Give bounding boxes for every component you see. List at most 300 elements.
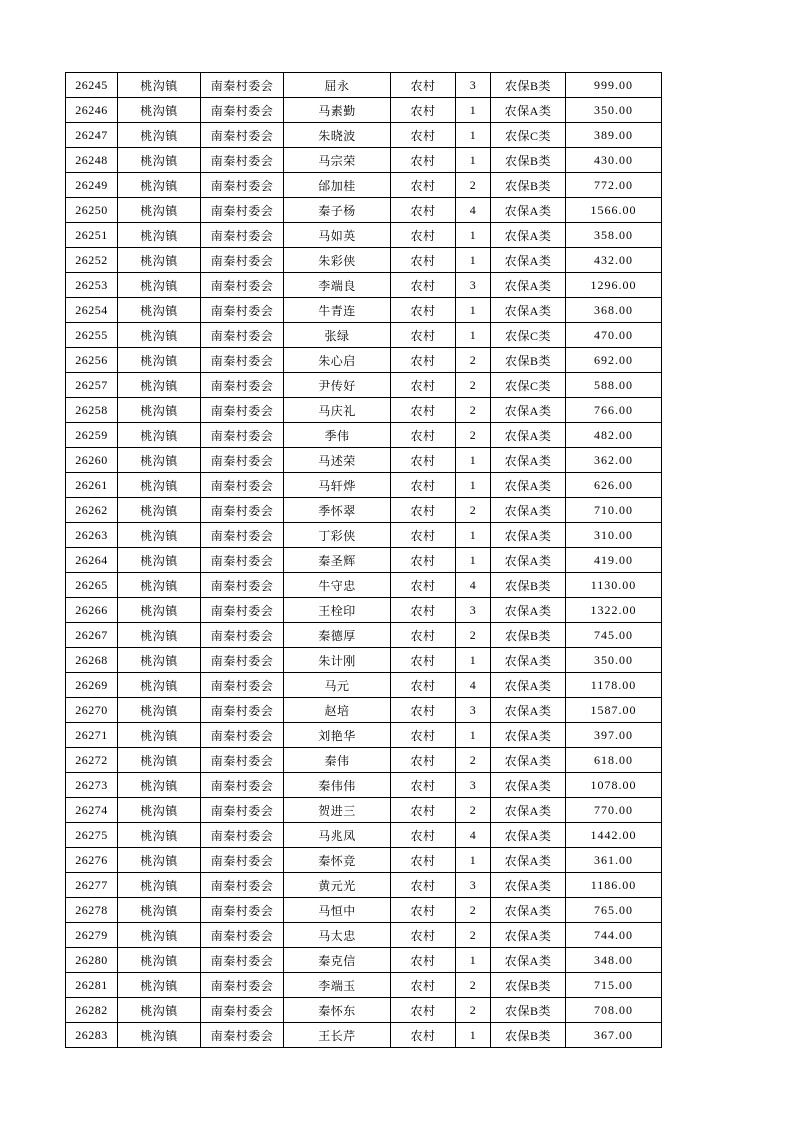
cell-amount: 310.00 (566, 523, 662, 548)
cell-town: 桃沟镇 (118, 273, 201, 298)
cell-category: 农保A类 (491, 873, 566, 898)
cell-town: 桃沟镇 (118, 473, 201, 498)
cell-id: 26269 (66, 673, 118, 698)
cell-village: 南秦村委会 (201, 598, 284, 623)
cell-category: 农保A类 (491, 298, 566, 323)
cell-town: 桃沟镇 (118, 623, 201, 648)
cell-amount: 710.00 (566, 498, 662, 523)
cell-id: 26279 (66, 923, 118, 948)
cell-category: 农保A类 (491, 848, 566, 873)
cell-type: 农村 (391, 873, 456, 898)
cell-category: 农保C类 (491, 323, 566, 348)
cell-type: 农村 (391, 123, 456, 148)
cell-count: 1 (456, 298, 491, 323)
cell-category: 农保B类 (491, 573, 566, 598)
cell-town: 桃沟镇 (118, 573, 201, 598)
cell-count: 2 (456, 798, 491, 823)
table-row (66, 848, 662, 873)
table-row (66, 173, 662, 198)
cell-id: 26270 (66, 698, 118, 723)
cell-count: 1 (456, 523, 491, 548)
cell-count: 1 (456, 148, 491, 173)
cell-name: 马太忠 (284, 923, 391, 948)
cell-village: 南秦村委会 (201, 698, 284, 723)
cell-id: 26261 (66, 473, 118, 498)
cell-category: 农保A类 (491, 673, 566, 698)
cell-id: 26256 (66, 348, 118, 373)
cell-count: 4 (456, 673, 491, 698)
cell-town: 桃沟镇 (118, 373, 201, 398)
cell-village: 南秦村委会 (201, 198, 284, 223)
cell-amount: 1178.00 (566, 673, 662, 698)
table-row (66, 348, 662, 373)
cell-amount: 367.00 (566, 1023, 662, 1048)
cell-village: 南秦村委会 (201, 848, 284, 873)
cell-name: 朱彩侠 (284, 248, 391, 273)
cell-count: 1 (456, 1023, 491, 1048)
cell-village: 南秦村委会 (201, 873, 284, 898)
cell-count: 1 (456, 723, 491, 748)
cell-village: 南秦村委会 (201, 423, 284, 448)
cell-count: 4 (456, 198, 491, 223)
cell-village: 南秦村委会 (201, 173, 284, 198)
cell-amount: 618.00 (566, 748, 662, 773)
cell-count: 2 (456, 498, 491, 523)
cell-village: 南秦村委会 (201, 648, 284, 673)
cell-amount: 744.00 (566, 923, 662, 948)
cell-village: 南秦村委会 (201, 123, 284, 148)
table-row (66, 398, 662, 423)
cell-type: 农村 (391, 723, 456, 748)
table-row (66, 923, 662, 948)
cell-type: 农村 (391, 948, 456, 973)
cell-town: 桃沟镇 (118, 348, 201, 373)
cell-type: 农村 (391, 523, 456, 548)
cell-id: 26274 (66, 798, 118, 823)
cell-amount: 389.00 (566, 123, 662, 148)
cell-id: 26277 (66, 873, 118, 898)
cell-category: 农保B类 (491, 73, 566, 98)
cell-name: 李端良 (284, 273, 391, 298)
cell-type: 农村 (391, 498, 456, 523)
cell-type: 农村 (391, 398, 456, 423)
cell-id: 26272 (66, 748, 118, 773)
table-row (66, 473, 662, 498)
table-row (66, 223, 662, 248)
cell-id: 26268 (66, 648, 118, 673)
cell-name: 马兆凤 (284, 823, 391, 848)
table-row (66, 973, 662, 998)
cell-amount: 626.00 (566, 473, 662, 498)
cell-town: 桃沟镇 (118, 598, 201, 623)
cell-town: 桃沟镇 (118, 123, 201, 148)
cell-type: 农村 (391, 548, 456, 573)
cell-town: 桃沟镇 (118, 548, 201, 573)
cell-name: 马恒中 (284, 898, 391, 923)
cell-town: 桃沟镇 (118, 748, 201, 773)
cell-category: 农保B类 (491, 998, 566, 1023)
cell-type: 农村 (391, 623, 456, 648)
cell-id: 26264 (66, 548, 118, 573)
cell-id: 26257 (66, 373, 118, 398)
cell-village: 南秦村委会 (201, 748, 284, 773)
cell-category: 农保A类 (491, 248, 566, 273)
cell-village: 南秦村委会 (201, 73, 284, 98)
cell-village: 南秦村委会 (201, 673, 284, 698)
cell-type: 农村 (391, 323, 456, 348)
cell-name: 秦圣辉 (284, 548, 391, 573)
cell-id: 26265 (66, 573, 118, 598)
cell-category: 农保A类 (491, 448, 566, 473)
cell-count: 2 (456, 398, 491, 423)
cell-amount: 1566.00 (566, 198, 662, 223)
cell-count: 3 (456, 273, 491, 298)
cell-name: 秦克信 (284, 948, 391, 973)
table-row (66, 648, 662, 673)
cell-id: 26254 (66, 298, 118, 323)
cell-category: 农保A类 (491, 473, 566, 498)
table-row (66, 598, 662, 623)
table-body (66, 73, 662, 1048)
cell-category: 农保B类 (491, 348, 566, 373)
cell-village: 南秦村委会 (201, 448, 284, 473)
cell-town: 桃沟镇 (118, 398, 201, 423)
cell-name: 马述荣 (284, 448, 391, 473)
cell-village: 南秦村委会 (201, 223, 284, 248)
cell-id: 26266 (66, 598, 118, 623)
cell-name: 王长芹 (284, 1023, 391, 1048)
cell-name: 秦怀竞 (284, 848, 391, 873)
cell-type: 农村 (391, 423, 456, 448)
cell-village: 南秦村委会 (201, 523, 284, 548)
cell-village: 南秦村委会 (201, 898, 284, 923)
cell-name: 秦德厚 (284, 623, 391, 648)
cell-amount: 766.00 (566, 398, 662, 423)
cell-amount: 1078.00 (566, 773, 662, 798)
cell-type: 农村 (391, 823, 456, 848)
cell-count: 3 (456, 73, 491, 98)
cell-id: 26246 (66, 98, 118, 123)
cell-amount: 368.00 (566, 298, 662, 323)
table-row (66, 373, 662, 398)
cell-count: 2 (456, 923, 491, 948)
cell-town: 桃沟镇 (118, 448, 201, 473)
cell-count: 2 (456, 623, 491, 648)
cell-name: 秦伟伟 (284, 773, 391, 798)
table-row (66, 773, 662, 798)
cell-count: 4 (456, 823, 491, 848)
cell-count: 2 (456, 373, 491, 398)
cell-name: 张绿 (284, 323, 391, 348)
cell-name: 季伟 (284, 423, 391, 448)
cell-town: 桃沟镇 (118, 198, 201, 223)
cell-name: 朱计刚 (284, 648, 391, 673)
cell-type: 农村 (391, 573, 456, 598)
cell-name: 秦怀东 (284, 998, 391, 1023)
cell-village: 南秦村委会 (201, 248, 284, 273)
cell-category: 农保A类 (491, 823, 566, 848)
cell-category: 农保A类 (491, 498, 566, 523)
cell-town: 桃沟镇 (118, 73, 201, 98)
cell-count: 1 (456, 248, 491, 273)
cell-category: 农保B类 (491, 973, 566, 998)
cell-id: 26262 (66, 498, 118, 523)
table-row (66, 248, 662, 273)
cell-village: 南秦村委会 (201, 373, 284, 398)
cell-village: 南秦村委会 (201, 973, 284, 998)
cell-name: 尹传好 (284, 373, 391, 398)
cell-id: 26259 (66, 423, 118, 448)
cell-town: 桃沟镇 (118, 973, 201, 998)
cell-category: 农保A类 (491, 598, 566, 623)
cell-count: 2 (456, 898, 491, 923)
cell-count: 2 (456, 998, 491, 1023)
cell-count: 2 (456, 423, 491, 448)
cell-name: 赵培 (284, 698, 391, 723)
cell-village: 南秦村委会 (201, 923, 284, 948)
cell-amount: 1296.00 (566, 273, 662, 298)
cell-name: 马轩烨 (284, 473, 391, 498)
cell-count: 3 (456, 773, 491, 798)
cell-count: 3 (456, 598, 491, 623)
cell-name: 马庆礼 (284, 398, 391, 423)
cell-count: 1 (456, 448, 491, 473)
records-table (65, 72, 662, 1048)
cell-amount: 1322.00 (566, 598, 662, 623)
table-row (66, 73, 662, 98)
cell-type: 农村 (391, 848, 456, 873)
table-row (66, 723, 662, 748)
cell-id: 26267 (66, 623, 118, 648)
cell-id: 26273 (66, 773, 118, 798)
cell-id: 26255 (66, 323, 118, 348)
cell-count: 1 (456, 223, 491, 248)
cell-category: 农保A类 (491, 273, 566, 298)
cell-town: 桃沟镇 (118, 848, 201, 873)
cell-count: 2 (456, 748, 491, 773)
cell-type: 农村 (391, 73, 456, 98)
cell-amount: 765.00 (566, 898, 662, 923)
cell-amount: 715.00 (566, 973, 662, 998)
cell-category: 农保B类 (491, 173, 566, 198)
cell-type: 农村 (391, 223, 456, 248)
cell-village: 南秦村委会 (201, 623, 284, 648)
cell-id: 26280 (66, 948, 118, 973)
cell-category: 农保A类 (491, 198, 566, 223)
cell-amount: 432.00 (566, 248, 662, 273)
cell-village: 南秦村委会 (201, 948, 284, 973)
cell-town: 桃沟镇 (118, 98, 201, 123)
cell-category: 农保C类 (491, 123, 566, 148)
cell-town: 桃沟镇 (118, 498, 201, 523)
cell-amount: 770.00 (566, 798, 662, 823)
cell-type: 农村 (391, 748, 456, 773)
cell-town: 桃沟镇 (118, 148, 201, 173)
cell-town: 桃沟镇 (118, 298, 201, 323)
table-row (66, 673, 662, 698)
cell-name: 李端玉 (284, 973, 391, 998)
cell-name: 马如英 (284, 223, 391, 248)
cell-town: 桃沟镇 (118, 673, 201, 698)
cell-count: 1 (456, 648, 491, 673)
cell-village: 南秦村委会 (201, 773, 284, 798)
cell-amount: 430.00 (566, 148, 662, 173)
table-row (66, 948, 662, 973)
cell-village: 南秦村委会 (201, 323, 284, 348)
cell-category: 农保A类 (491, 898, 566, 923)
cell-name: 季怀翠 (284, 498, 391, 523)
cell-id: 26283 (66, 1023, 118, 1048)
table-row (66, 998, 662, 1023)
cell-village: 南秦村委会 (201, 498, 284, 523)
cell-village: 南秦村委会 (201, 298, 284, 323)
cell-type: 农村 (391, 598, 456, 623)
table-row (66, 573, 662, 598)
cell-name: 马宗荣 (284, 148, 391, 173)
cell-category: 农保B类 (491, 148, 566, 173)
table-row (66, 698, 662, 723)
cell-type: 农村 (391, 1023, 456, 1048)
cell-category: 农保A类 (491, 548, 566, 573)
cell-amount: 1587.00 (566, 698, 662, 723)
cell-category: 农保A类 (491, 698, 566, 723)
table-row (66, 98, 662, 123)
cell-type: 农村 (391, 198, 456, 223)
cell-type: 农村 (391, 798, 456, 823)
cell-town: 桃沟镇 (118, 773, 201, 798)
cell-count: 1 (456, 848, 491, 873)
cell-id: 26282 (66, 998, 118, 1023)
cell-count: 1 (456, 98, 491, 123)
cell-town: 桃沟镇 (118, 648, 201, 673)
cell-type: 农村 (391, 698, 456, 723)
cell-name: 马素勤 (284, 98, 391, 123)
cell-town: 桃沟镇 (118, 173, 201, 198)
cell-id: 26278 (66, 898, 118, 923)
cell-town: 桃沟镇 (118, 323, 201, 348)
cell-category: 农保A类 (491, 723, 566, 748)
cell-amount: 348.00 (566, 948, 662, 973)
cell-village: 南秦村委会 (201, 723, 284, 748)
cell-type: 农村 (391, 173, 456, 198)
cell-type: 农村 (391, 648, 456, 673)
cell-village: 南秦村委会 (201, 998, 284, 1023)
cell-name: 牛守忠 (284, 573, 391, 598)
cell-village: 南秦村委会 (201, 798, 284, 823)
cell-name: 黄元光 (284, 873, 391, 898)
table-row (66, 548, 662, 573)
cell-town: 桃沟镇 (118, 698, 201, 723)
cell-type: 农村 (391, 373, 456, 398)
cell-amount: 1130.00 (566, 573, 662, 598)
table-row (66, 323, 662, 348)
cell-id: 26258 (66, 398, 118, 423)
cell-name: 邰加桂 (284, 173, 391, 198)
table-row (66, 748, 662, 773)
cell-count: 2 (456, 173, 491, 198)
table-row (66, 823, 662, 848)
cell-amount: 692.00 (566, 348, 662, 373)
cell-id: 26245 (66, 73, 118, 98)
cell-count: 4 (456, 573, 491, 598)
cell-id: 26248 (66, 148, 118, 173)
cell-category: 农保A类 (491, 798, 566, 823)
cell-town: 桃沟镇 (118, 248, 201, 273)
cell-count: 3 (456, 698, 491, 723)
cell-name: 马元 (284, 673, 391, 698)
table-row (66, 873, 662, 898)
cell-category: 农保C类 (491, 373, 566, 398)
cell-type: 农村 (391, 673, 456, 698)
cell-count: 1 (456, 473, 491, 498)
table-row (66, 798, 662, 823)
cell-village: 南秦村委会 (201, 473, 284, 498)
cell-village: 南秦村委会 (201, 148, 284, 173)
cell-amount: 708.00 (566, 998, 662, 1023)
cell-village: 南秦村委会 (201, 273, 284, 298)
cell-name: 朱心启 (284, 348, 391, 373)
cell-category: 农保A类 (491, 923, 566, 948)
cell-id: 26276 (66, 848, 118, 873)
cell-name: 秦伟 (284, 748, 391, 773)
cell-village: 南秦村委会 (201, 398, 284, 423)
cell-name: 朱晓波 (284, 123, 391, 148)
cell-amount: 362.00 (566, 448, 662, 473)
cell-amount: 361.00 (566, 848, 662, 873)
cell-name: 贺进三 (284, 798, 391, 823)
cell-town: 桃沟镇 (118, 798, 201, 823)
cell-amount: 397.00 (566, 723, 662, 748)
table-row (66, 273, 662, 298)
cell-type: 农村 (391, 148, 456, 173)
cell-id: 26253 (66, 273, 118, 298)
cell-town: 桃沟镇 (118, 948, 201, 973)
cell-count: 1 (456, 548, 491, 573)
cell-category: 农保A类 (491, 398, 566, 423)
table-row (66, 1023, 662, 1048)
table-row (66, 523, 662, 548)
cell-town: 桃沟镇 (118, 898, 201, 923)
cell-category: 农保B类 (491, 623, 566, 648)
cell-type: 农村 (391, 248, 456, 273)
cell-amount: 482.00 (566, 423, 662, 448)
cell-amount: 745.00 (566, 623, 662, 648)
cell-count: 1 (456, 948, 491, 973)
cell-type: 农村 (391, 898, 456, 923)
cell-category: 农保A类 (491, 98, 566, 123)
cell-type: 农村 (391, 98, 456, 123)
cell-category: 农保A类 (491, 748, 566, 773)
cell-town: 桃沟镇 (118, 823, 201, 848)
cell-category: 农保A类 (491, 223, 566, 248)
cell-village: 南秦村委会 (201, 98, 284, 123)
cell-town: 桃沟镇 (118, 923, 201, 948)
cell-type: 农村 (391, 773, 456, 798)
cell-amount: 350.00 (566, 648, 662, 673)
cell-id: 26247 (66, 123, 118, 148)
cell-name: 秦子杨 (284, 198, 391, 223)
cell-village: 南秦村委会 (201, 348, 284, 373)
cell-category: 农保B类 (491, 1023, 566, 1048)
cell-id: 26250 (66, 198, 118, 223)
cell-town: 桃沟镇 (118, 523, 201, 548)
cell-name: 刘艳华 (284, 723, 391, 748)
cell-town: 桃沟镇 (118, 1023, 201, 1048)
cell-town: 桃沟镇 (118, 223, 201, 248)
cell-type: 农村 (391, 273, 456, 298)
cell-id: 26252 (66, 248, 118, 273)
cell-village: 南秦村委会 (201, 823, 284, 848)
